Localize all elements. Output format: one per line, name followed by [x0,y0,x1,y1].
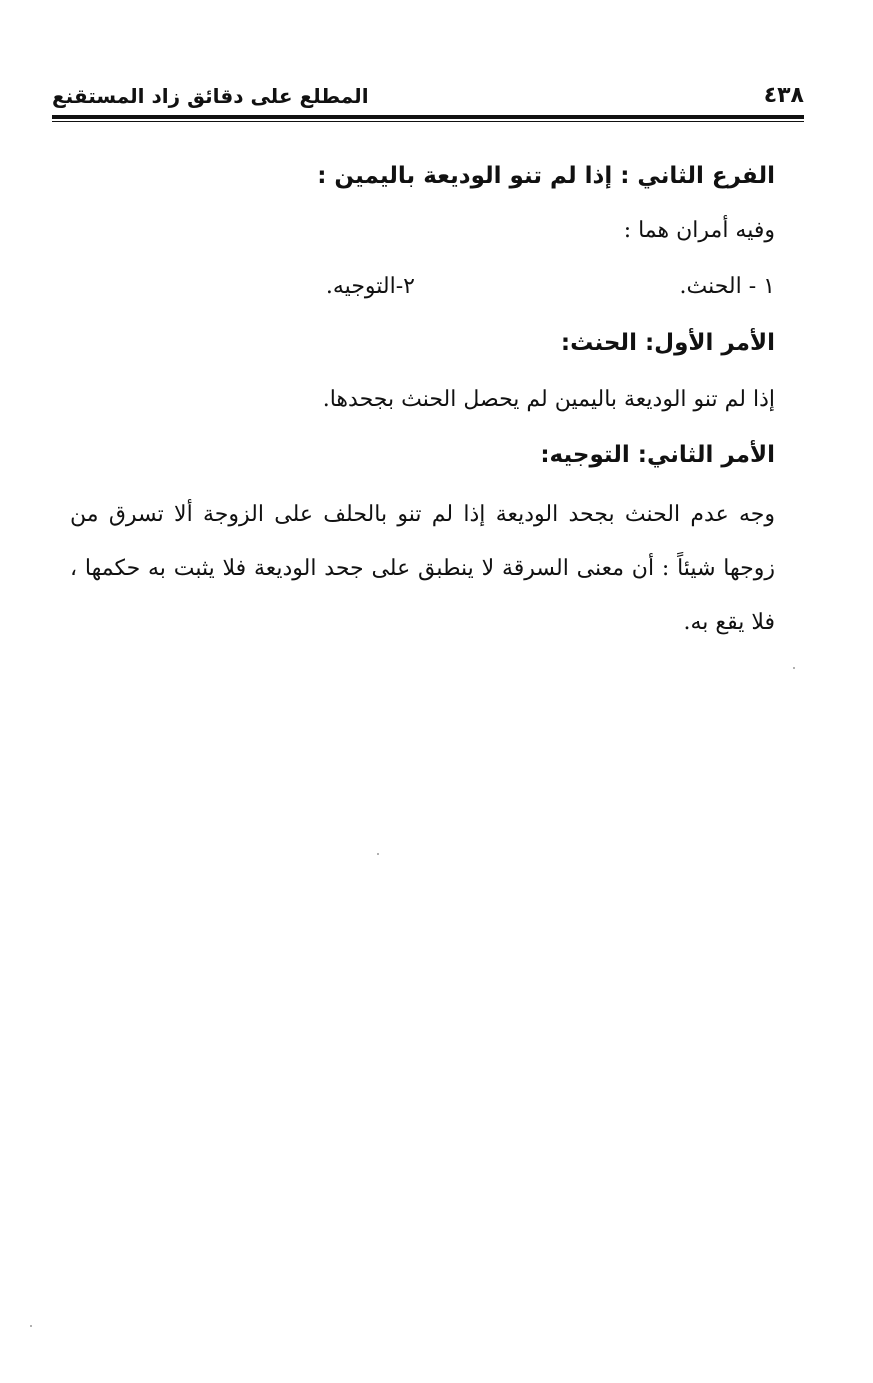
header-rule-thin [52,121,804,122]
list-item-2: ٢-التوجيه. [325,274,415,299]
scan-speck [377,853,379,855]
scan-speck [793,667,795,669]
running-title: المطلع على دقائق زاد المستقنع [52,84,369,108]
first-subheading: الأمر الأول: الحنث: [560,330,775,356]
section-heading: الفرع الثاني : إذا لم تنو الوديعة باليمين : [317,163,775,189]
header-rule [52,115,804,119]
second-subheading: الأمر الثاني: التوجيه: [540,442,775,468]
intro-line: وفيه أمران هما : [623,218,775,243]
second-paragraph: وجه عدم الحنث بجحد الوديعة إذا لم تنو بالحلف على الزوجة ألا تسرق من زوجها شيئاً : أن معنى السرقة لا ينطبق على جحد الوديعة فلا يثبت به حكمها ، فلا يقع به. [70,502,775,635]
list-item-1: ١ - الحنث. [679,274,775,299]
scan-speck [30,1325,32,1327]
first-paragraph: إذا لم تنو الوديعة باليمين لم يحصل الحنث بجحدها. [322,387,775,412]
page-number: ٤٣٨ [763,83,804,108]
page-header [52,82,804,114]
